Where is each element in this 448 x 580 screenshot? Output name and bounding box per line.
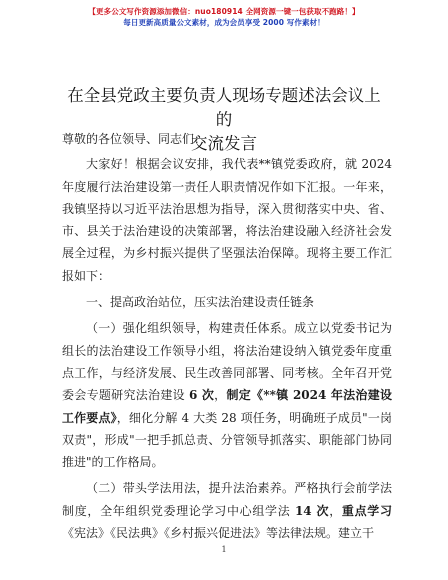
title-line-1: 在全县党政主要负责人现场专题述法会议上的 [67,86,381,129]
page-number: 1 [221,545,227,554]
para3-text-a: （二）带头学法用法，提升法治素养。严格执行会前学法制度，全年组织党委理论学习中心组学法 [62,481,392,518]
banner-line-membership: 每日更新高质量公文素材，成为会员享受 2000 写作素材！ [123,18,325,27]
para2-text-c: ， [214,388,227,403]
para2-text-e: ，细化分解 4 大类 28 项任务，明确班子成员"一岗双责"，形成"一把手抓总责、分管领导抓落实、职能部门协同推进"的工作格局。 [62,410,392,470]
paragraph-intro: 大家好！根据会议安排，我代表**镇党委政府，就 2024 年度履行法治建设第一责任人职责情况作如下汇报。一年来，我镇坚持以习近平法治思想为指导，深入贯彻落实中央、省、市、县关于法治建设的决策部署，将法治建设融入经济社会发展全过程，为乡村振兴提供了坚强法治保障。现将主要工作汇报如下： [62,157,392,283]
para3-bold-count: 14 次 [294,503,330,518]
document-body [62,128,392,544]
para3-text-e: 《宪法》《民法典》《乡村振兴促进法》等法律法规。建立干 [62,526,375,541]
paragraph-study [62,477,392,544]
greeting: 尊敬的各位领导、同志们： [62,132,207,146]
para3-bold-focus: 重点学习 [341,503,392,518]
title-line-2: 交流发言 [191,134,257,153]
banner-line-wechat: 【更多公文写作资源添加微信：nuo180914 全网资源一键一包获取不跑路！】 [88,7,360,16]
para3-text-c: ， [329,503,342,518]
para2-text-a: （一）强化组织领导，构建责任体系。成立以党委书记为组长的法治建设工作领导小组，将法治建设纳入镇党委年度重点工作，与经济发展、民生改善同部署、同考核。全年召开党委会专题研究法治建设 [62,321,392,403]
paragraph-organization [62,317,392,473]
para2-bold-count: 6 次 [189,388,215,403]
section-heading-1: 一、提高政治站位，压实法治建设责任链条 [86,295,315,310]
para2-bold-plan: 制定《**镇 2024 年法治建设工作要点》 [62,388,392,425]
header-banner [0,6,448,28]
